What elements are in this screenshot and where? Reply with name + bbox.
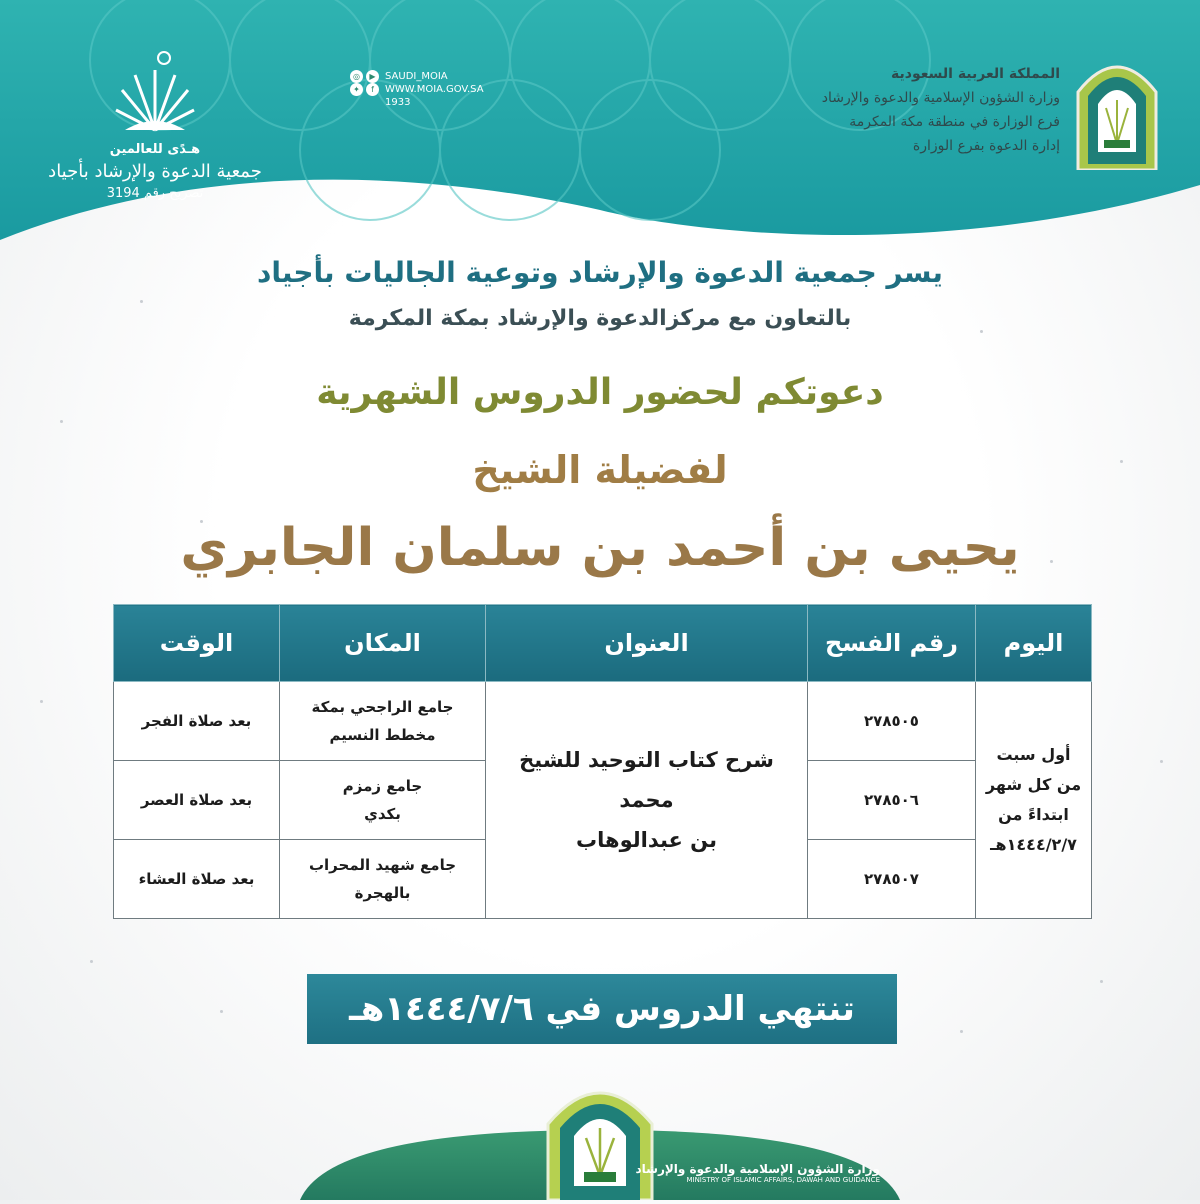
association-logo-icon <box>110 50 200 140</box>
place-line: جامع الراجحي بمكة <box>311 698 454 716</box>
association-block <box>40 50 270 201</box>
topic-line: شرح كتاب التوحيد للشيخ محمد <box>519 748 774 812</box>
header-time: الوقت <box>114 605 280 682</box>
association-name: جمعية الدعوة والإرشاد بأجياد <box>48 161 262 182</box>
day-line: أول سبت <box>996 745 1071 764</box>
twitter-icon[interactable]: ✦ <box>350 83 363 96</box>
header-permit: رقم الفسح <box>808 605 976 682</box>
place-line: بكدي <box>364 805 401 823</box>
place-line: بالهجرة <box>354 884 411 902</box>
invitation-title: دعوتكم لحضور الدروس الشهرية <box>316 372 884 413</box>
footer-ministry-text <box>636 1162 881 1184</box>
topic-cell <box>486 682 808 919</box>
phone-number: 1933 <box>385 97 411 108</box>
time-cell: بعد صلاة العشاء <box>114 840 280 919</box>
social-icons-row-2 <box>350 83 379 96</box>
table-row <box>114 682 1092 761</box>
ministry-emblem-icon <box>1074 52 1160 170</box>
ministry-header-text <box>640 62 1060 158</box>
place-line: جامع زمزم <box>342 777 423 795</box>
facebook-icon[interactable]: f <box>366 83 379 96</box>
day-line: ابتداءً من <box>998 805 1069 824</box>
end-date-banner: تنتهي الدروس في ١٤٤٤/٧/٦هـ <box>307 974 897 1044</box>
sheikh-name: يحيى بن أحمد بن سلمان الجابري <box>180 518 1020 578</box>
time-cell: بعد صلاة العصر <box>114 761 280 840</box>
day-cell <box>976 682 1092 919</box>
place-line: مخطط النسيم <box>329 726 436 744</box>
youtube-icon[interactable]: ▶ <box>366 70 379 83</box>
association-brand: هـدًى للعالمين <box>109 142 201 157</box>
table-header-row <box>114 605 1092 682</box>
ministry-department: إدارة الدعوة بفرع الوزارة <box>912 138 1060 154</box>
footer-ministry-en: MINISTRY OF ISLAMIC AFFAIRS, DAWAH AND GUIDANCE <box>686 1176 880 1184</box>
intro-line-2: بالتعاون مع مركزالدعوة والإرشاد بمكة المكرمة <box>348 306 852 331</box>
kingdom-name: المملكة العربية السعودية <box>891 66 1060 82</box>
header-place: المكان <box>280 605 486 682</box>
website-link[interactable]: WWW.MOIA.GOV.SA <box>385 84 484 95</box>
place-cell <box>280 840 486 919</box>
association-permit: تصريح رقم 3194 <box>106 186 204 201</box>
header-day: اليوم <box>976 605 1092 682</box>
topic-line: بن عبدالوهاب <box>576 828 717 852</box>
social-handle: SAUDI_MOIA <box>385 71 448 82</box>
social-icons <box>350 70 379 83</box>
permit-cell: ٢٧٨٥٠٦ <box>808 761 976 840</box>
footer-social-block <box>350 70 484 109</box>
permit-cell: ٢٧٨٥٠٥ <box>808 682 976 761</box>
footer-ministry-ar: وزارة الشؤون الإسلامية والدعوة والإرشاد <box>635 1162 880 1176</box>
day-line: من كل شهر <box>985 775 1082 794</box>
day-line: ١٤٤٤/٢/٧هـ <box>990 835 1077 854</box>
sheikh-title: لفضيلة الشيخ <box>472 448 728 492</box>
intro-line-1: يسر جمعية الدعوة والإرشاد وتوعية الجاليات بأجياد <box>257 256 943 289</box>
time-cell: بعد صلاة الفجر <box>114 682 280 761</box>
instagram-icon[interactable]: ◎ <box>350 70 363 83</box>
place-cell <box>280 761 486 840</box>
ministry-branch: فرع الوزارة في منطقة مكة المكرمة <box>849 114 1060 130</box>
schedule-table <box>113 604 1092 919</box>
header-topic: العنوان <box>486 605 808 682</box>
place-cell <box>280 682 486 761</box>
place-line: جامع شهيد المحراب <box>308 856 457 874</box>
permit-cell: ٢٧٨٥٠٧ <box>808 840 976 919</box>
ministry-name: وزارة الشؤون الإسلامية والدعوة والإرشاد <box>821 90 1060 106</box>
